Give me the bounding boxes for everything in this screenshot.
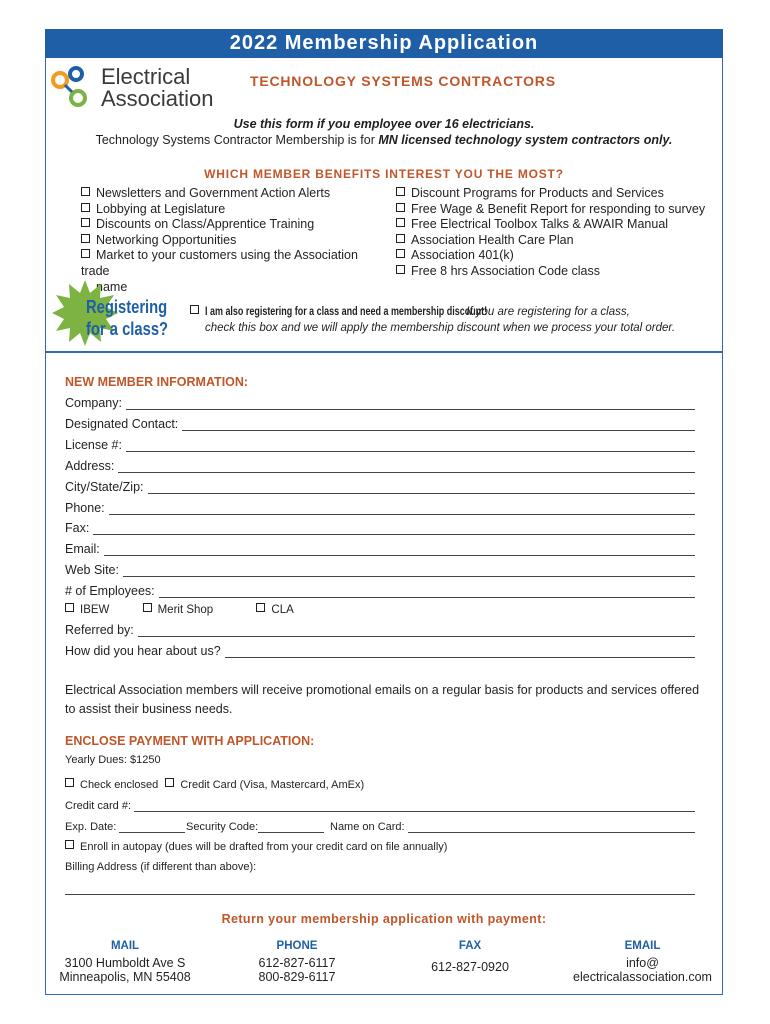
checkbox[interactable] bbox=[65, 778, 74, 787]
merit-shop-option[interactable]: Merit Shop bbox=[143, 604, 214, 616]
checkbox[interactable] bbox=[396, 187, 405, 196]
payment-method bbox=[65, 778, 364, 791]
benefit-option[interactable]: Association Health Care Plan bbox=[396, 233, 716, 249]
employees-field[interactable]: # of Employees: bbox=[65, 582, 695, 598]
return-heading: Return your membership application with payment: bbox=[221, 912, 547, 926]
checkbox[interactable] bbox=[256, 603, 265, 612]
license-field[interactable]: License #: bbox=[65, 436, 695, 452]
referred-field[interactable]: Referred by: bbox=[65, 621, 695, 637]
exp-date-field[interactable]: Exp. Date: bbox=[65, 819, 185, 833]
promo-text: Electrical Association members will receive promotional emails on a regular basis for products and services offered to assist their business needs. bbox=[65, 683, 700, 716]
phone-column: PHONE 612-827-6117 800-829-6117 bbox=[258, 940, 336, 984]
autopay-option[interactable]: Enroll in autopay (dues will be drafted from your credit card on file annually) bbox=[65, 840, 447, 853]
check-option[interactable]: Check enclosed bbox=[65, 779, 158, 791]
yearly-dues: Yearly Dues: $1250 bbox=[65, 754, 161, 766]
intro: Use this form if you employee over 16 electricians. Technology Systems Contractor Membership is for MN licensed technology system contractors only. bbox=[95, 117, 673, 147]
registering-option[interactable]: I am also registering for a class and need a membership discount! If you are registering for a class, check this box and we will apply the membership discount when we process your total order. bbox=[190, 304, 720, 336]
benefit-option[interactable]: Free 8 hrs Association Code class bbox=[396, 264, 716, 280]
benefits-heading: WHICH MEMBER BENEFITS INTEREST YOU THE MOST? bbox=[204, 167, 564, 181]
benefit-option[interactable]: Discounts on Class/Apprentice Training bbox=[81, 217, 381, 233]
card-number-field[interactable]: Credit card #: bbox=[65, 798, 695, 812]
checkbox[interactable] bbox=[165, 778, 174, 787]
registering-badge: Registering for a class? bbox=[86, 297, 169, 339]
subtitle: TECHNOLOGY SYSTEMS CONTRACTORS bbox=[250, 73, 556, 89]
benefit-option[interactable]: Networking Opportunities bbox=[81, 233, 381, 249]
checkbox[interactable] bbox=[65, 603, 74, 612]
affiliation-options bbox=[65, 603, 294, 616]
new-member-heading: NEW MEMBER INFORMATION: bbox=[65, 375, 249, 389]
email-column: EMAIL info@ electricalassociation.com bbox=[573, 940, 712, 984]
page-title: 2022 Membership Application bbox=[45, 29, 723, 58]
email-field[interactable]: Email: bbox=[65, 540, 695, 556]
security-code-field[interactable]: Security Code: bbox=[186, 819, 324, 833]
address-field[interactable]: Address: bbox=[65, 457, 695, 473]
name-on-card-field[interactable]: Name on Card: bbox=[330, 819, 695, 833]
payment-heading: ENCLOSE PAYMENT WITH APPLICATION: bbox=[65, 734, 315, 748]
checkbox[interactable] bbox=[396, 234, 405, 243]
billing-line[interactable] bbox=[65, 894, 695, 895]
phone-field[interactable]: Phone: bbox=[65, 499, 695, 515]
website-field[interactable]: Web Site: bbox=[65, 561, 695, 577]
benefits-right bbox=[396, 186, 716, 280]
checkbox[interactable] bbox=[81, 203, 90, 212]
billing-label: Billing Address (if different than above): bbox=[65, 861, 257, 873]
checkbox[interactable] bbox=[81, 218, 90, 227]
checkbox[interactable] bbox=[396, 203, 405, 212]
checkbox[interactable] bbox=[65, 840, 74, 849]
benefit-option[interactable]: Free Electrical Toolbox Talks & AWAIR Manual bbox=[396, 217, 716, 233]
logo-text: Electrical Association bbox=[101, 64, 214, 111]
checkbox[interactable] bbox=[396, 249, 405, 258]
fax-field[interactable]: Fax: bbox=[65, 519, 695, 535]
checkbox[interactable] bbox=[81, 234, 90, 243]
checkbox[interactable] bbox=[143, 603, 152, 612]
benefit-option[interactable]: Association 401(k) bbox=[396, 248, 716, 264]
company-field[interactable]: Company: bbox=[65, 394, 695, 410]
fax-column: FAX 612-827-0920 bbox=[431, 940, 509, 974]
checkbox[interactable] bbox=[81, 187, 90, 196]
credit-card-option[interactable]: Credit Card (Visa, Mastercard, AmEx) bbox=[165, 779, 364, 791]
checkbox[interactable] bbox=[396, 265, 405, 274]
section-divider bbox=[45, 351, 723, 353]
ibew-option[interactable]: IBEW bbox=[65, 604, 109, 616]
benefit-option[interactable]: Market to your customers using the Association trade bbox=[81, 248, 358, 278]
city-state-zip-field[interactable]: City/State/Zip: bbox=[65, 478, 695, 494]
mail-column: MAIL 3100 Humboldt Ave S Minneapolis, MN 55408 bbox=[59, 940, 191, 984]
benefits-left: Newsletters and Government Action Alerts Lobbying at Legislature Discounts on Class/Apprentice Training Networking Opportunities Market to your customers using the Association trade name bbox=[81, 186, 381, 295]
benefit-option[interactable]: Lobbying at Legislature bbox=[81, 202, 381, 218]
heard-field[interactable]: How did you hear about us? bbox=[65, 642, 695, 658]
checkbox[interactable] bbox=[81, 249, 90, 258]
logo-icon bbox=[50, 64, 100, 112]
benefit-option[interactable]: Free Wage & Benefit Report for responding to survey bbox=[396, 202, 716, 218]
cla-option[interactable]: CLA bbox=[256, 604, 293, 616]
checkbox[interactable] bbox=[396, 218, 405, 227]
benefit-option[interactable]: Newsletters and Government Action Alerts bbox=[81, 186, 381, 202]
checkbox[interactable] bbox=[190, 305, 199, 314]
benefit-option[interactable]: Discount Programs for Products and Services bbox=[396, 186, 716, 202]
contact-field[interactable]: Designated Contact: bbox=[65, 415, 695, 431]
